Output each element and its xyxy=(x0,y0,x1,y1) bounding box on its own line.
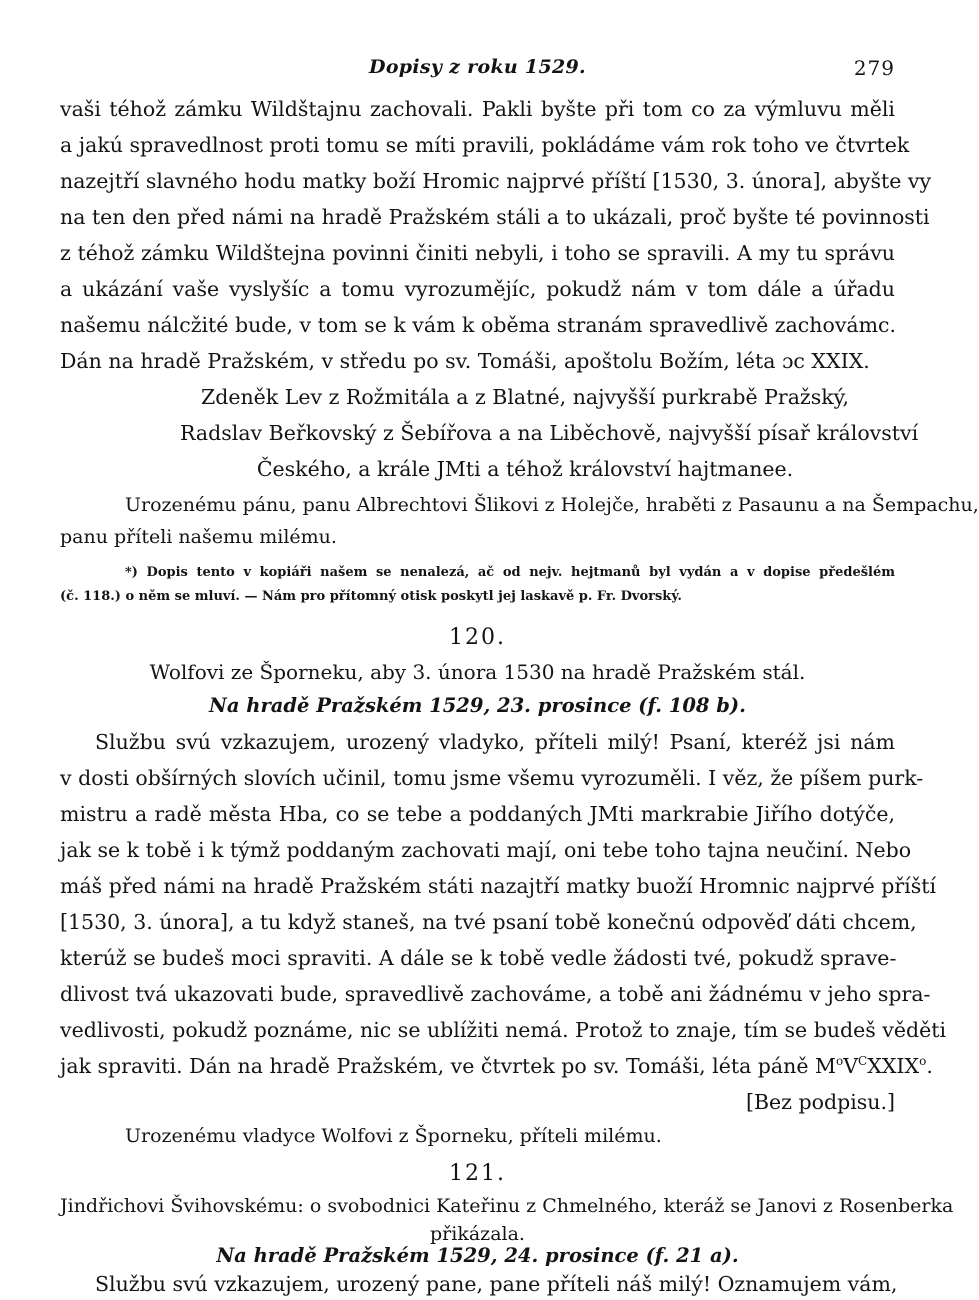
year-superscript: o xyxy=(836,1054,844,1069)
body-line: máš před námi na hradě Pražském státi nazajtří matky buoží Hromnic najprvé příští xyxy=(60,874,937,898)
footnote-line: (č. 118.) o něm se mluví. — Nám pro přítomný otisk poskytl jej laskavě p. Fr. Dvorský. xyxy=(60,589,682,604)
address-line: Urozenému pánu, panu Albrechtovi Šlikovi z Holejče, hraběti z Pasaunu a na Šempachu, xyxy=(125,494,979,516)
year-part: . xyxy=(926,1054,933,1078)
year-part: XXIX xyxy=(867,1054,920,1078)
letter-date-line: Na hradě Pražském 1529, 23. prosince (f. 108 b). xyxy=(209,694,746,717)
letter-number: 121. xyxy=(449,1161,506,1186)
page-header xyxy=(60,56,895,86)
body-line xyxy=(60,1050,933,1082)
address-line: panu příteli našemu milému. xyxy=(60,526,337,548)
address-line: Urozenému vladyce Wolfovi z Šporneku, příteli milému. xyxy=(125,1125,662,1147)
unsigned-note: [Bez podpisu.] xyxy=(745,1090,895,1114)
body-line: jak se k tobě i k týmž poddaným zachovati mají, oni tebe toho tajna neučiní. Nebo xyxy=(60,838,912,862)
body-line: mistru a radě města Hba, co se tebe a poddaných JMti markrabie Jiřího dotýče, xyxy=(60,802,895,826)
body-line: [1530, 3. února], a tu když staneš, na tvé psaní tobě konečnú odpověď dáti chcem, xyxy=(60,910,917,934)
letter-title: přikázala. xyxy=(430,1223,525,1245)
signature-line: Radslav Beřkovský z Šebířova a na Liběchově, najvyšší písař království xyxy=(180,421,919,445)
body-line-text: jak spraviti. Dán na hradě Pražském, ve čtvrtek po sv. Tomáši, léta páně M xyxy=(60,1054,836,1078)
year-superscript: C xyxy=(858,1054,868,1069)
year-part: V xyxy=(843,1054,859,1078)
body-line: našemu nálcžité bude, v tom se k vám k oběma stranám spravedlivě zachovámc. xyxy=(60,313,897,337)
body-line: z téhož zámku Wildštejna povinni činiti nebyli, i toho se spravili. A my tu správu xyxy=(60,241,895,265)
body-line: vaši téhož zámku Wildštajnu zachovali. Pakli byšte při tom co za výmluvu měli xyxy=(60,97,895,121)
body-line: a ukázání vaše vyslyšíc a tomu vyrozumějíc, pokudž nám v tom dále a úřadu xyxy=(60,277,895,301)
body-line: Službu svú vzkazujem, urozený pane, pane příteli náš milý! Oznamujem vám, xyxy=(95,1272,898,1296)
page-number: 279 xyxy=(853,56,895,80)
letter-number: 120. xyxy=(449,625,506,650)
footnote-line: *) Dopis tento v kopiáři našem se nenalezá, ač od nejv. hejtmanů byl vydán a v dopise předešlém xyxy=(125,565,895,580)
running-title: Dopisy z roku 1529. xyxy=(369,56,586,78)
body-line: dlivost tvá ukazovati bude, spravedlivě zachováme, a tobě ani žádnému v jeho spra- xyxy=(60,982,931,1006)
body-line: v dosti obšírných slovích učinil, tomu jsme všemu vyrozuměli. I věz, že píšem purk- xyxy=(60,766,924,790)
body-line: Dán na hradě Pražském, v středu po sv. Tomáši, apoštolu Božím, léta ɔc XXIX. xyxy=(60,349,870,373)
signature-line: Zdeněk Lev z Rožmitála a z Blatné, najvyšší purkrabě Pražský, xyxy=(200,385,850,409)
body-line: Službu svú vzkazujem, urozený vladyko, příteli milý! Psaní, kteréž jsi nám xyxy=(95,730,895,754)
letter-date-line: Na hradě Pražském 1529, 24. prosince (f. 21 a). xyxy=(216,1244,739,1267)
body-line: kterúž se budeš moci spraviti. A dále se k tobě vedle žádosti tvé, pokudž sprave- xyxy=(60,946,897,970)
body-line: a jakú spravedlnost proti tomu se míti pravili, pokládáme vám rok toho ve čtvrtek xyxy=(60,133,910,157)
letter-title: Wolfovi ze Šporneku, aby 3. února 1530 na hradě Pražském stál. xyxy=(149,660,806,684)
body-line: na ten den před námi na hradě Pražském stáli a to ukázali, proč byšte té povinnosti xyxy=(60,205,930,229)
signature-line: Českého, a krále JMti a téhož království hajtmanee. xyxy=(256,457,794,481)
body-line: vedlivosti, pokudž poznáme, nic se ublížiti nemá. Protož to znaje, tím se budeš věděti xyxy=(60,1018,947,1042)
body-line: nazejtří slavného hodu matky boží Hromic najprvé příští [1530, 3. února], abyšte vy xyxy=(60,169,932,193)
letter-title: Jindřichovi Švihovskému: o svobodnici Kateřinu z Chmelného, kteráž se Janovi z Rosenberka xyxy=(60,1195,954,1217)
year-superscript: o xyxy=(919,1054,927,1069)
